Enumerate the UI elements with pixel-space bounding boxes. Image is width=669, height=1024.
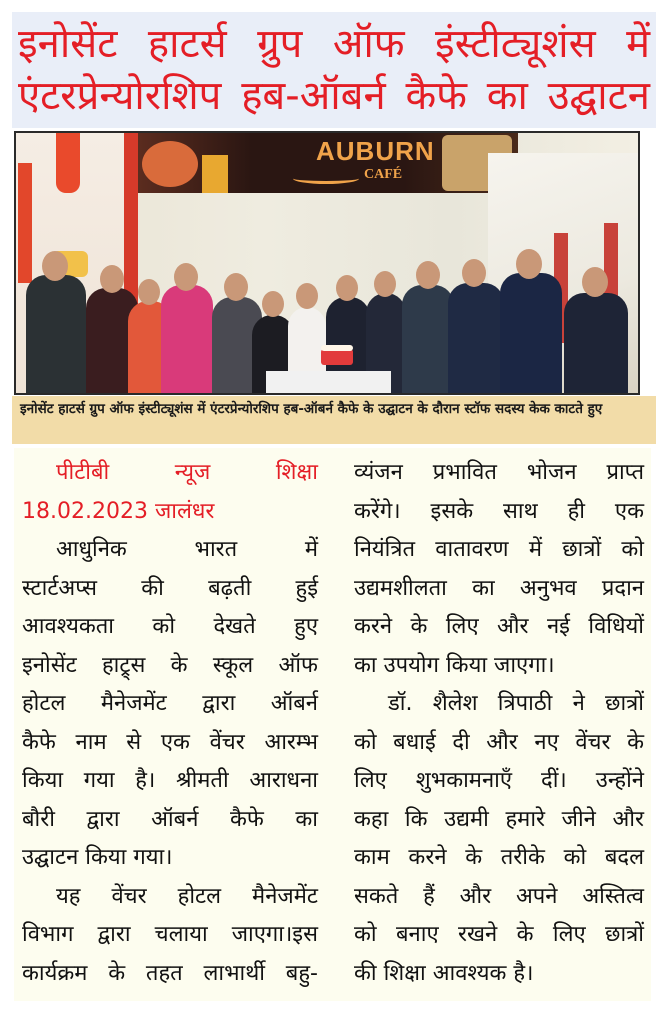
article-text-line: बौरी द्वारा ऑबर्न कैफे का bbox=[22, 806, 318, 832]
cake-table bbox=[266, 371, 391, 393]
article-column-right bbox=[354, 454, 644, 993]
headline-line-1: इनोसेंट हाटर्स ग्रुप ऑफ इंस्टीट्यूशंस में bbox=[18, 21, 650, 67]
byline-date-place: 18.02.2023 जालंधर bbox=[22, 498, 215, 524]
article-text-line: सकते हैं और अपने अस्तित्व bbox=[354, 883, 644, 909]
article-text-line: डॉ. शैलेश त्रिपाठी ने छात्रों bbox=[388, 691, 644, 716]
article-text-line: करेंगे। इसके साथ ही एक bbox=[354, 498, 644, 524]
swoosh-icon bbox=[293, 173, 359, 184]
photo-group bbox=[16, 243, 638, 393]
fries-image bbox=[202, 155, 228, 193]
article-text-line: किया गया है। श्रीमती आराधना bbox=[22, 768, 318, 793]
article-text-line: कहा कि उद्यमी हमारे जीने और bbox=[354, 806, 644, 832]
right-column-lines bbox=[354, 454, 644, 993]
article-text-line: को बनाए रखने के लिए छात्रों bbox=[354, 922, 644, 947]
article-text-line: को बधाई दी और नए वेंचर के bbox=[354, 729, 644, 755]
article-text-line: लिए शुभकामनाएँ दीं। उन्होंने bbox=[354, 768, 644, 793]
article-text-line: इनोसेंट हाट्र्स के स्कूल ऑफ bbox=[22, 652, 318, 678]
article-text-line: की शिक्षा आवश्यक है। bbox=[354, 960, 534, 986]
article-text-line: काम करने के तरीके को बदल bbox=[354, 845, 644, 870]
article-text-line: आधुनिक भारत में bbox=[56, 537, 318, 562]
cafe-sign-sub: CAFÉ bbox=[364, 167, 403, 182]
article-text-line: कार्यक्रम के तहत लाभार्थी बहु- bbox=[22, 960, 318, 986]
article-text-line: का उपयोग किया जाएगा। bbox=[354, 652, 555, 678]
pizza-image bbox=[142, 141, 198, 187]
article-text-line: करने के लिए और नई विधियों bbox=[354, 614, 644, 639]
article-text-line: उद्घाटन किया गया। bbox=[22, 845, 173, 870]
article-text-line: कैफे नाम से एक वेंचर आरम्भ bbox=[22, 729, 318, 755]
cafe-sign-brand: AUBURN bbox=[316, 136, 435, 166]
photo-caption-band bbox=[12, 396, 656, 444]
byline-source: पीटीबी न्यूज शिक्षा bbox=[56, 460, 318, 485]
article-text-line: आवश्यकता को देखते हुए bbox=[22, 614, 318, 639]
news-photo bbox=[14, 131, 640, 395]
article-text-line: यह वेंचर होटल मैनेजमेंट bbox=[56, 883, 318, 909]
article-text-line: विभाग द्वारा चलाया जाएगा।इस bbox=[22, 922, 318, 947]
article-text-line: व्यंजन प्रभावित भोजन प्राप्त bbox=[354, 460, 644, 485]
article-text-line: होटल मैनेजमेंट द्वारा ऑबर्न bbox=[22, 691, 318, 716]
article-column-left bbox=[22, 454, 318, 993]
headline-band bbox=[12, 12, 656, 128]
article-text-line: स्टार्टअप्स की बढ़ती हुई bbox=[22, 575, 318, 601]
photo-caption: इनोसेंट हाटर्स ग्रुप ऑफ इंस्टीट्यूशंस में एंटरप्रेन्योरशिप हब-ऑबर्न कैफे के उद्घाटन के दौरान स्टॉफ सदस्य केक काटते हुए bbox=[20, 401, 603, 417]
cake bbox=[321, 349, 353, 365]
left-column-lines bbox=[22, 531, 318, 993]
cafe-sign bbox=[138, 133, 518, 193]
article-body bbox=[14, 448, 651, 1001]
headline-line-2: एंटरप्रेन्योरशिप हब-ऑबर्न कैफे का उद्घाटन bbox=[18, 73, 650, 119]
article-text-line: नियंत्रित वातावरण में छात्रों को bbox=[354, 537, 644, 562]
article-text-line: उद्यमशीलता का अनुभव प्रदान bbox=[354, 575, 644, 601]
